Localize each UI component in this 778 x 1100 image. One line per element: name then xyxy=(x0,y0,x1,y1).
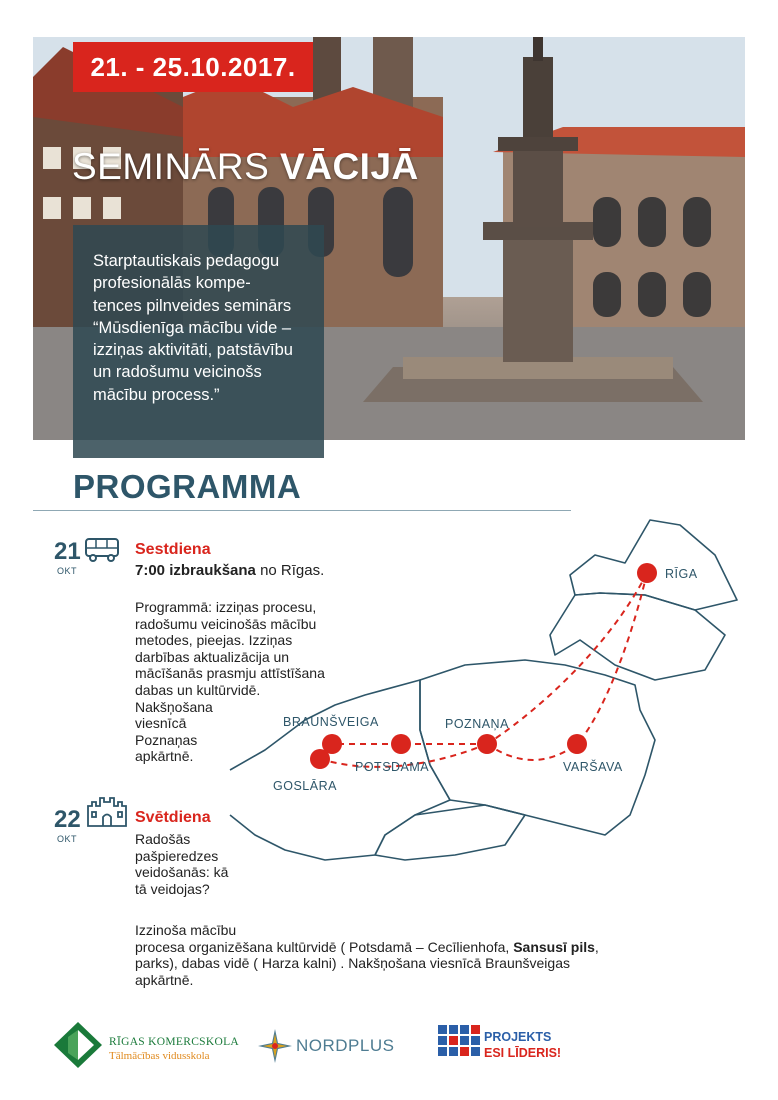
description-line: “Mūsdienīga mācību vide – xyxy=(93,318,292,337)
text-line: apkārtnē. xyxy=(135,748,194,765)
title-bold: VĀCIJĀ xyxy=(280,146,419,187)
city-marker-potsdam xyxy=(391,734,411,754)
rk-logo-subtitle: Tālmācības vidusskola xyxy=(109,1050,210,1062)
departure-place: no Rīgas. xyxy=(255,562,325,579)
text-line: Poznaņas xyxy=(135,731,198,748)
rk-logo-name: RĪGAS KOMERCSKOLA xyxy=(109,1036,240,1048)
city-label-poznan: POZNAŅA xyxy=(445,717,509,731)
text-line: parks), dabas vidē ( Harza kalni) . Nakšņošana viesnīcā Braunšveigas xyxy=(135,955,570,972)
day-description xyxy=(135,599,355,765)
rk-logo-icon xyxy=(54,1022,102,1068)
text-line: radošumu veicinošās mācību xyxy=(135,615,317,632)
description-line: un radošumu veicinošs xyxy=(93,363,262,382)
castle-icon xyxy=(86,796,128,828)
city-label-warsaw: VARŠAVA xyxy=(563,760,623,774)
city-label-potsdam: POTSDAMA xyxy=(355,760,430,774)
text-part: , xyxy=(594,938,599,955)
day-number: 22 xyxy=(54,806,81,833)
projekts-logo-line2: ESI LĪDERIS! xyxy=(484,1046,562,1060)
description-line: Starptautiskais pedagogu xyxy=(93,252,280,270)
text-line: Programmā: izziņas procesu, xyxy=(135,599,317,615)
description-line: profesionālās kompe- xyxy=(93,274,251,293)
nordplus-logo-text: NORDPLUS xyxy=(296,1036,395,1055)
text-line: metodes, pieejas. Izziņas xyxy=(135,632,293,649)
text-line: dabas un kultūrvidē. xyxy=(135,681,261,698)
day-number: 21 xyxy=(54,538,81,565)
text-line: pašpieredzes xyxy=(135,847,219,864)
bus-icon xyxy=(84,537,120,563)
day-description xyxy=(135,831,228,897)
day-activities xyxy=(135,922,655,988)
text-line xyxy=(135,939,655,956)
text-line: veidošanās: kā xyxy=(135,864,229,881)
text-line: apkārtnē. xyxy=(135,971,194,988)
description-text xyxy=(93,250,318,406)
city-marker-warsaw xyxy=(567,734,587,754)
description-line: izziņas aktivitāti, patstāvību xyxy=(93,341,293,360)
text-highlight: Sansusī pils xyxy=(513,938,595,955)
day-month: OKT xyxy=(57,566,78,576)
text-part: procesa organizēšana kultūrvidē ( Potsdamā – Cecīlienhofa, xyxy=(135,938,514,955)
text-line: viesnīcā xyxy=(135,715,187,732)
city-marker-riga xyxy=(637,563,657,583)
seminar-title xyxy=(72,146,419,188)
city-marker-poznan xyxy=(477,734,497,754)
departure-line xyxy=(135,563,324,580)
text-line: Izzinoša mācību xyxy=(135,922,237,938)
projekts-logo-line1: PROJEKTS xyxy=(484,1030,552,1044)
title-light: SEMINĀRS xyxy=(72,146,281,187)
program-divider xyxy=(33,510,571,511)
text-line: Nakšņošana xyxy=(135,698,213,715)
description-line: mācību process.” xyxy=(93,385,220,404)
projekts-logo-icon xyxy=(438,1025,480,1065)
day-name: Svētdiena xyxy=(135,809,211,826)
city-label-goslar: GOSLĀRA xyxy=(273,779,337,793)
nordplus-star-icon xyxy=(258,1029,292,1063)
program-title: PROGRAMMA xyxy=(73,468,302,505)
city-label-riga: RĪGA xyxy=(665,567,698,581)
description-line: tences pilnveides seminārs xyxy=(93,296,292,315)
city-label-braunschweig: BRAUNŠVEIGA xyxy=(283,715,379,729)
day-month: OKT xyxy=(57,834,78,844)
text-line: tā veidojas? xyxy=(135,880,210,897)
text-line: Radošās xyxy=(135,831,191,847)
day-name: Sestdiena xyxy=(135,541,211,558)
text-line: mācīšanās prasmju attīstīšana xyxy=(135,665,325,682)
date-badge: 21. - 25.10.2017. xyxy=(73,42,313,92)
text-line: darbības aktualizācija un xyxy=(135,648,290,665)
departure-time: 7:00 izbraukšana xyxy=(135,562,256,579)
